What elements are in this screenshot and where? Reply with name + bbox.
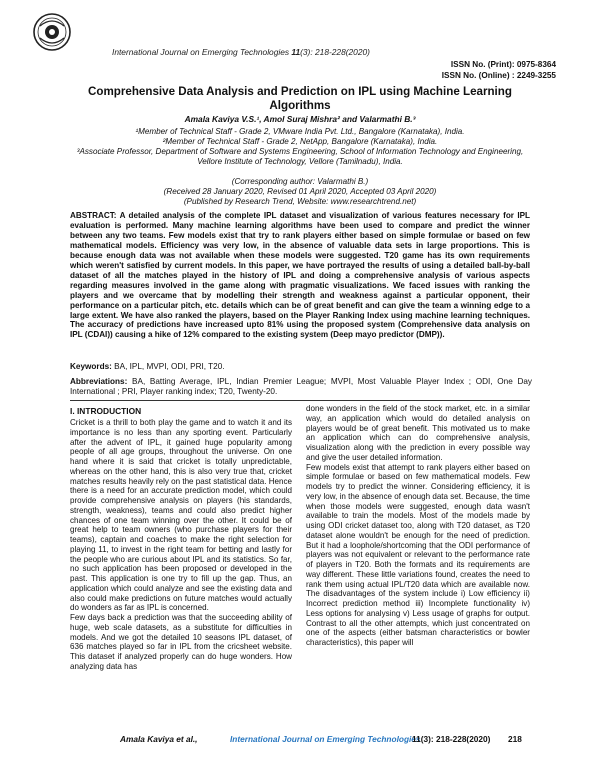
footer-citation: 11(3): 218-228(2020)	[412, 734, 491, 744]
title-line-2: Algorithms	[269, 99, 331, 112]
corresponding-author: (Corresponding author: Valarmathi B.)	[231, 177, 369, 186]
title-line-1: Comprehensive Data Analysis and Prediction on IPL using Machine Learning	[88, 85, 512, 98]
journal-name: International Journal on Emerging Technologies	[112, 47, 290, 57]
left-paragraph: Few days back a prediction was that the succeeding ability of huge, web scale datasets, as a substitute for difficulties in models. And we got the detailed 10 seasons IPL dataset, of 636 matches played so far in IPL from the cricsheet website. This dataset if analyzed properly can do huge wonders. How analyzing data has	[70, 613, 292, 671]
received-dates: (Received 28 January 2020, Revised 01 April 2020, Accepted 03 April 2020)	[163, 187, 437, 196]
section-divider	[70, 400, 530, 401]
issn-print: ISSN No. (Print): 0975-8364	[450, 60, 556, 69]
journal-issue: (3): 218-228(2020)	[300, 47, 370, 57]
right-paragraph: done wonders in the field of the stock market, etc. in a similar way, an application which would do detailed analysis on players would be of great benefit. This motivated us to make an application which can do comprehensive analysis, visualization along with the prediction in every possible way and give the user detailed information.	[306, 404, 530, 462]
affiliation-3: ³Associate Professor, Department of Software and Systems Engineering, School of Information Technology and Engineering, Vellore Institute of Technology, Vellore (Tamilnadu), India.	[76, 147, 524, 166]
right-paragraph: Few models exist that attempt to rank players either based on simple formulae or based on few mathematical models. Few models try to predict the winner. Considering efficiency, it is very low, in the absence of enough data set. Because, the time when those models were suggested, enough data wasn't available to train the models. Most of the models made by using ODI cricket dataset too, along with T20 dataset, as T20 dataset alone wouldn't be enough for the need of prediction. But it had a loophole/shortcoming that the ODI performance of players was not equivalent or relevant to the performance rate of players in T20. Both the formats and its requirements are way different. These little variations found, creates the need to rank them using actual IPL/T20 data which are available now. The disadvantages of the system include i) Low efficiency ii) Incorrect prediction method iii) Incomplete functionality iv) Less options for analysing v) Less usage of graphs for output. Contrast to all the other attempts, which just concentrated on one of the aspects (either batsman characteristics or bowler characteristics), this paper will	[306, 462, 530, 647]
right-column	[306, 404, 530, 648]
journal-header	[112, 47, 370, 57]
footer-journal: International Journal on Emerging Technologies	[230, 734, 421, 744]
left-column	[70, 418, 292, 672]
keywords-text: BA, IPL, MVPI, ODI, PRI, T20.	[114, 362, 225, 371]
footer-author: Amala Kaviya et al.,	[120, 734, 198, 744]
journal-logo-icon	[32, 12, 72, 52]
keywords	[70, 362, 225, 371]
abbreviations	[70, 377, 532, 397]
publisher-line: (Published by Research Trend, Website: www.researchtrend.net)	[183, 197, 417, 206]
page-number: 218	[508, 734, 522, 744]
journal-volume: 11	[291, 47, 301, 57]
abstract: ABSTRACT: A detailed analysis of the complete IPL dataset and visualization of various features necessary for IPL evaluation is performed. Many machine learning algorithms have been used to compare and predict the winner between any two teams. Few models exist that try to rank players either based on simple formulae or based on few mathematical models. Efficiency was very low, in the absence of valuable data sets in large proportions. This is because enough data was not available when these models were suggested. T20 game has its own requirements which weren't satisfied by current models. In this paper, we have portrayed the results of using a detailed ball-by-ball dataset of all the matches played in the history of IPL and doing a comprehensive analysis of various aspects regarding measures involved in the game along with pragmatic visualizations. We faced issues with ranking the players and we overcame that by modelling their strength and weakness against a particular opponent, their performance on a particular pitch, etc. details which can be of great benefit and can give the team a winning edge to a large extent. We have also ranked the players, based on the Player Ranking Index using machine learning techniques. The accuracy of predictions have increased upto 81% using the proposed system (Comprehensive data analysis on IPL (CDAI)) causing a hike of 12% compared to the existing system (Deep mayo predictor (DMP)).	[70, 211, 530, 340]
abbreviations-label: Abbreviations:	[70, 377, 128, 386]
affiliation-2: ²Member of Technical Staff - Grade 2, NetApp, Bangalore (Karnataka), India.	[162, 137, 438, 146]
author-list: Amala Kaviya V.S.¹, Amol Suraj Mishra² and Valarmathi B.³	[184, 114, 416, 124]
keywords-label: Keywords:	[70, 362, 112, 371]
issn-online: ISSN No. (Online) : 2249-3255	[441, 71, 556, 80]
abbreviations-text: BA, Batting Average, IPL, Indian Premier League; MVPI, Most Valuable Player Index ; ODI, One Day International ; PRI, Player ranking index; T20, Twenty-20.	[70, 377, 533, 396]
section-heading: I. INTRODUCTION	[70, 406, 142, 416]
affiliation-1: ¹Member of Technical Staff - Grade 2, VMware India Pvt. Ltd., Bangalore (Karnataka), India.	[135, 127, 465, 136]
paper-title	[70, 85, 530, 113]
left-paragraph: Cricket is a thrill to both play the game and to watch it and its importance is no less than any sporting event. Particularly after the advent of IPL, it gained huge popularity among people of all age groups, throughout the universe. On one hand where it is said that cricket is totally unpredictable, whereas on the other hand, this is also very true that, cricket matches results heavily rely on the past statistical data. Hence there is a need for an accurate prediction model, which could provide comprehensive analysis on players (his standards, strength, weakness), teams and could also predict higher chances of one team winning over the other. It could be of great help to team owners (who purchase players for their teams), captain and coaches to make the right selection for playing 11, to invest in the right team for betting and lastly for the people who are curious about IPL and its statistics. So far, no such application has been proposed or developed in the past. This application is one try to fill up the gap. Thus, an application which could analyze and see the existing data and also could make predictions on future matches would actually do wonders as far as IPL is concerned.	[70, 418, 292, 613]
